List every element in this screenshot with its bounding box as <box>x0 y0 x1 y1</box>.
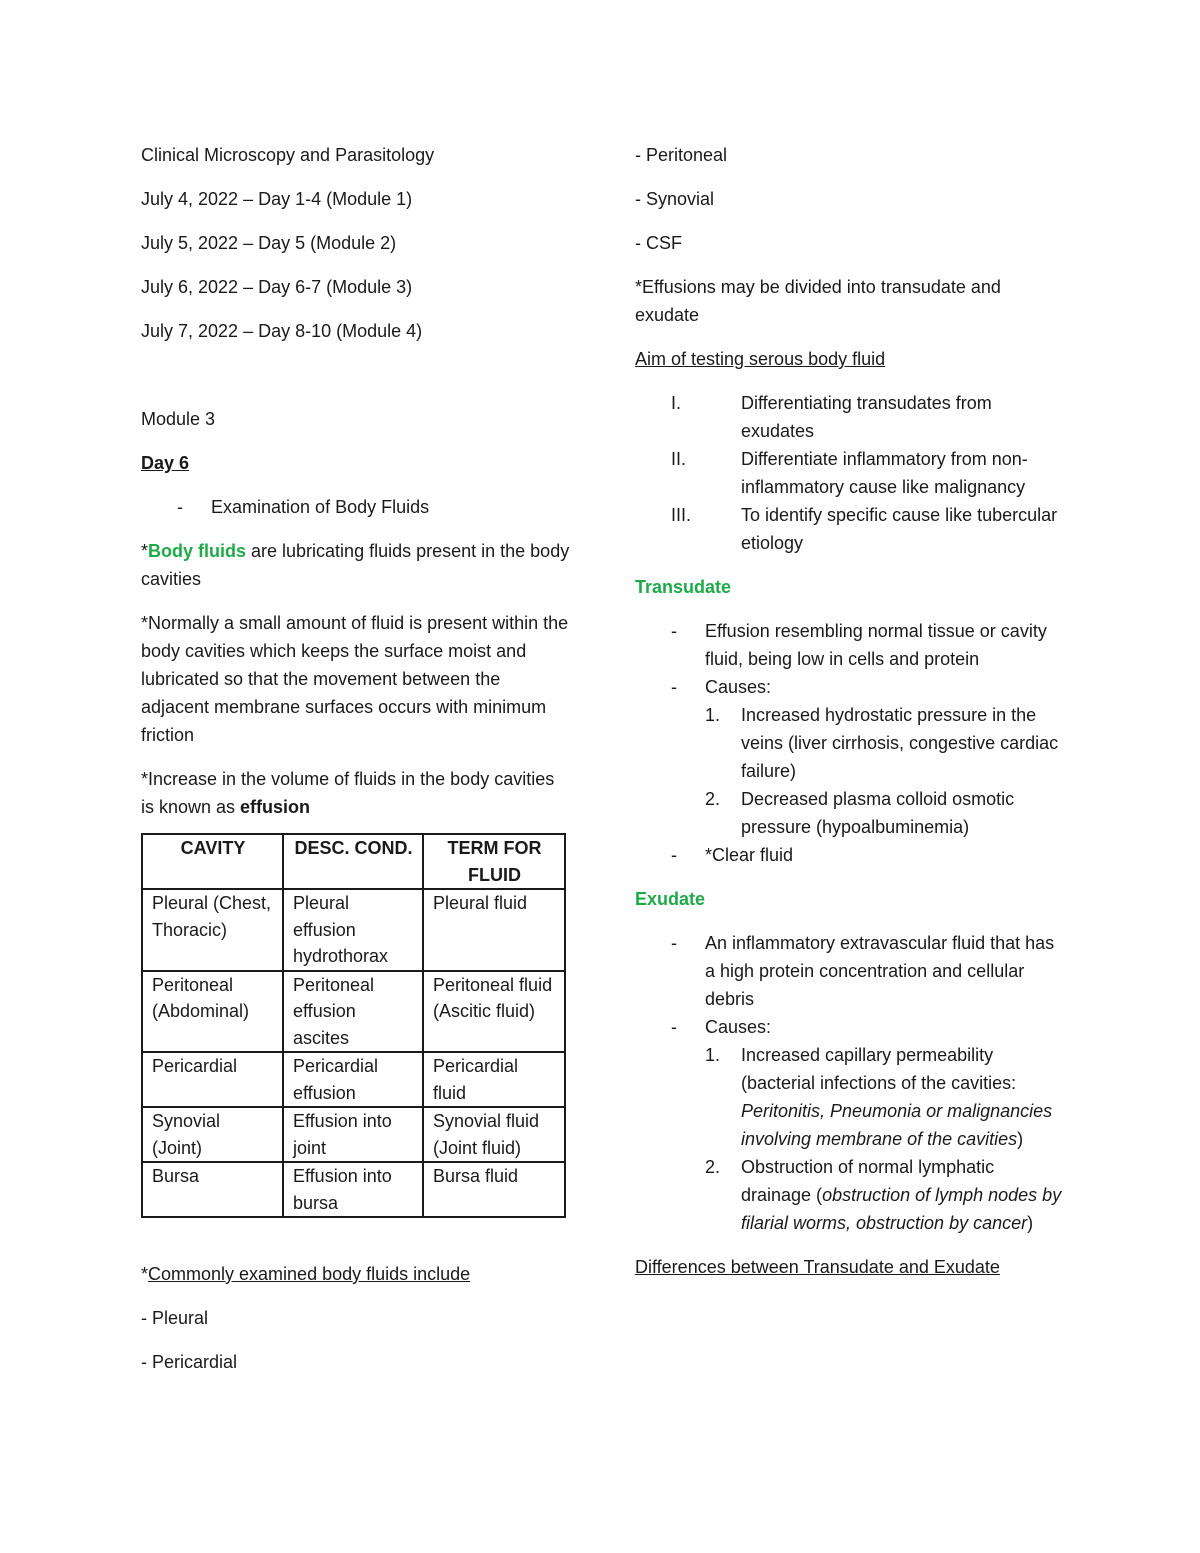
list-item-text: Causes: <box>705 677 772 697</box>
heading-text: Commonly examined body fluids include <box>148 1264 471 1284</box>
asterisk: * <box>141 1264 149 1284</box>
table-cell: Peritoneal effusion ascites <box>283 971 423 1053</box>
list-item <box>635 617 1065 673</box>
table-row <box>142 1162 565 1217</box>
table-cell: Pericardial effusion <box>283 1052 423 1107</box>
table-cell: Pericardial fluid <box>423 1052 565 1107</box>
table-cell: Effusion into joint <box>283 1107 423 1162</box>
transudate-heading: Transudate <box>635 577 732 597</box>
table-cell: Pericardial <box>142 1052 283 1107</box>
table-row <box>142 889 565 971</box>
effusion-note: *Effusions may be divided into transudate and exudate <box>635 277 1001 325</box>
cause-number: 1. <box>705 705 721 725</box>
table-cell: Bursa <box>142 1162 283 1217</box>
table-cell: Effusion into bursa <box>283 1162 423 1217</box>
body-fluids-paragraph <box>141 537 571 593</box>
cause-item <box>705 785 1065 841</box>
cause-number: 1. <box>705 1045 721 1065</box>
table-header: CAVITY <box>142 834 283 889</box>
list-item <box>635 1013 1065 1041</box>
cause-text-italic: Peritonitis, Pneumonia or malignancies involving membrane of the cavities <box>741 1101 1053 1149</box>
course-title: Clinical Microscopy and Parasitology <box>141 145 435 165</box>
table-row <box>142 1052 565 1107</box>
fluid-list-item: - Synovial <box>635 189 715 209</box>
roman-numeral: I. <box>671 393 682 413</box>
cause-text-plain: Obstruction of normal lymphatic drainage ( <box>741 1157 995 1205</box>
cause-text <box>741 1041 1065 1153</box>
day-title: Day 6 <box>141 453 190 473</box>
list-item <box>635 841 1065 869</box>
aim-item <box>635 501 1065 557</box>
term-effusion: effusion <box>240 797 311 817</box>
list-item <box>141 493 571 521</box>
dash-marker: - <box>177 497 183 517</box>
table-cell: Pleural fluid <box>423 889 565 971</box>
cause-text-close: ) <box>1017 1129 1024 1149</box>
aim-text: Differentiating transudates from exudates <box>741 393 992 441</box>
causes-list <box>635 701 1065 841</box>
cause-number: 2. <box>705 1157 721 1177</box>
cause-text-italic: obstruction of lymph nodes by filarial worms, obstruction by cancer <box>741 1185 1062 1233</box>
list-item-text: Causes: <box>705 1017 772 1037</box>
aim-text: To identify specific cause like tubercular etiology <box>741 505 1058 553</box>
differences-heading: Differences between Transudate and Exudate <box>635 1257 1000 1277</box>
table-cell: Pleural effusion hydrothorax <box>283 889 423 971</box>
dash-marker: - <box>671 933 677 953</box>
dash-marker: - <box>671 845 677 865</box>
schedule-line: July 7, 2022 – Day 8-10 (Module 4) <box>141 321 423 341</box>
table-cell: Synovial (Joint) <box>142 1107 283 1162</box>
fluid-list-item: - Pericardial <box>141 1352 238 1372</box>
aim-item <box>635 445 1065 501</box>
table-header: DESC. COND. <box>283 834 423 889</box>
roman-numeral: II. <box>671 449 687 469</box>
list-item-text: Examination of Body Fluids <box>211 497 430 517</box>
paragraph-text: *Increase in the volume of fluids in the body cavities is known as <box>141 769 555 817</box>
dash-marker: - <box>671 677 677 697</box>
fluid-list-item: - CSF <box>635 233 682 253</box>
exudate-heading: Exudate <box>635 889 706 909</box>
table-header: TERM FOR FLUID <box>423 834 565 889</box>
list-item <box>635 673 1065 701</box>
left-column <box>141 141 571 1376</box>
fluid-list-item: - Pleural <box>141 1308 209 1328</box>
normal-fluid-paragraph: *Normally a small amount of fluid is present within the body cavities which keeps the surface moist and lubricated so that the movement between the adjacent membrane surfaces occurs with minimum friction <box>141 613 569 745</box>
cause-text-plain: Increased capillary permeability (bacterial infections of the cavities: <box>741 1045 1017 1093</box>
cause-item <box>705 701 1065 785</box>
effusion-paragraph <box>141 765 571 821</box>
paragraph-text: are lubricating fluids present in the body cavities <box>141 541 570 589</box>
aim-heading: Aim of testing serous body fluid <box>635 349 886 369</box>
cause-text <box>741 1153 1065 1237</box>
table-row <box>142 1107 565 1162</box>
cause-number: 2. <box>705 789 721 809</box>
table-cell: Peritoneal fluid (Ascitic fluid) <box>423 971 565 1053</box>
cause-text: Increased hydrostatic pressure in the veins (liver cirrhosis, congestive cardiac failure) <box>741 705 1059 781</box>
aim-item <box>635 389 1065 445</box>
term-body-fluids: Body fluids <box>148 541 247 561</box>
list-item-text: Effusion resembling normal tissue or cavity fluid, being low in cells and protein <box>705 621 1047 669</box>
fluid-list-item: - Peritoneal <box>635 145 728 165</box>
table-row <box>142 971 565 1053</box>
cause-text-close: ) <box>1027 1213 1034 1233</box>
cause-text: Decreased plasma colloid osmotic pressure (hypoalbuminemia) <box>741 789 1015 837</box>
table-cell: Peritoneal (Abdominal) <box>142 971 283 1053</box>
list-item-text: *Clear fluid <box>705 845 794 865</box>
cause-item <box>705 1153 1065 1237</box>
asterisk: * <box>141 541 149 561</box>
list-item <box>635 929 1065 1013</box>
dash-marker: - <box>671 1017 677 1037</box>
aim-text: Differentiate inflammatory from non-inflammatory cause like malignancy <box>741 449 1028 497</box>
table-cell: Synovial fluid (Joint fluid) <box>423 1107 565 1162</box>
module-title: Module 3 <box>141 409 216 429</box>
schedule-line: July 5, 2022 – Day 5 (Module 2) <box>141 233 397 253</box>
causes-list <box>635 1041 1065 1237</box>
dash-marker: - <box>671 621 677 641</box>
right-column <box>635 141 1065 1281</box>
table-cell: Pleural (Chest, Thoracic) <box>142 889 283 971</box>
list-item-text: An inflammatory extravascular fluid that has a high protein concentration and cellular debris <box>705 933 1055 1009</box>
table-header-row <box>142 834 565 889</box>
cavity-table <box>141 833 566 1218</box>
schedule-line: July 6, 2022 – Day 6-7 (Module 3) <box>141 277 413 297</box>
table-cell: Bursa fluid <box>423 1162 565 1217</box>
common-fluids-heading <box>141 1260 571 1288</box>
schedule-line: July 4, 2022 – Day 1-4 (Module 1) <box>141 189 413 209</box>
cause-item <box>705 1041 1065 1153</box>
roman-numeral: III. <box>671 505 692 525</box>
